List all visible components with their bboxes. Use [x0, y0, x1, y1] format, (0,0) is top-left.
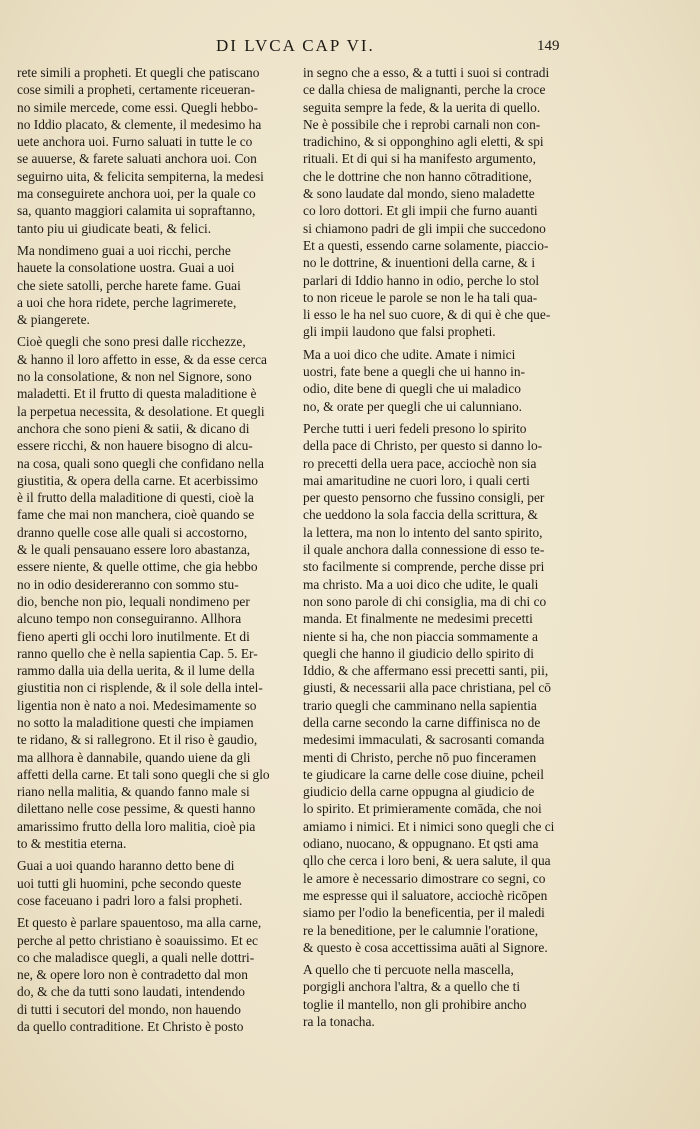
text-line: porgigli anchora l'altra, & a quello che ti: [303, 979, 521, 995]
text-line: per questo pensorno che fussino consigli, per: [303, 490, 545, 506]
text-line: sto facilmente si comprende, perche disse pri: [303, 559, 545, 575]
paragraph: [17, 857, 289, 909]
text-line: ra la tonacha.: [303, 1014, 375, 1030]
paragraph: [303, 961, 585, 1030]
text-line: no simile mercede, come essi. Quegli hebbo-: [17, 99, 258, 115]
text-line: della carne secondo la carne diffinisca no de: [303, 714, 541, 730]
text-line: li esso le ha nel suo cuore, & di qui è che que-: [303, 307, 551, 323]
text-line: amiamo i nimici. Et i nimici sono quegli che ci: [303, 818, 555, 834]
text-line: Et questo è parlare spauentoso, ma alla carne,: [17, 915, 262, 931]
text-line: giustitia, & opera della carne. Et acerbissimo: [17, 472, 258, 488]
text-line: Ma nondimeno guai a uoi ricchi, perche: [17, 242, 231, 258]
text-line: essere ricchi, & non hauere bisogno di alcu-: [17, 438, 253, 454]
text-line: uoi tutti gli huomini, pche secondo queste: [17, 875, 242, 891]
text-line: menti di Christo, perche nō puo finceramen: [303, 749, 537, 765]
running-title: DI LVCA CAP VI.: [216, 36, 375, 55]
text-line: trario quegli che camminano nella sapientia: [303, 697, 537, 713]
text-line: do, & che da tutti sono laudati, intendendo: [17, 984, 245, 1000]
text-line: ranno quello che è nella sapientia Cap. 5. Er-: [17, 645, 258, 661]
text-line: in segno che a esso, & a tutti i suoi si contradi: [303, 65, 550, 80]
text-line: tradichino, & si opponghino agli eletti, & spi: [303, 134, 544, 150]
text-line: toglie il mantello, non gli prohibire ancho: [303, 996, 527, 1012]
text-line: che siete satolli, perche harete fame. Guai: [17, 277, 241, 293]
text-line: tanto piu ui giudicate beati, & felici.: [17, 220, 212, 236]
text-line: no le dottrine, & inuentioni della carne, & i: [303, 255, 536, 271]
text-line: Guai a uoi quando haranno detto bene di: [17, 858, 235, 874]
text-line: giudicio della carne oppugna al giudicio de: [303, 784, 535, 800]
paragraph: [303, 64, 585, 341]
text-line: rammo dalla uia della uerita, & il lume della: [17, 663, 255, 679]
paragraph: [17, 914, 289, 1035]
text-line: perche al petto christiano è soauissimo. Et ec: [17, 932, 258, 948]
text-line: A quello che ti percuote nella mascella,: [303, 962, 514, 978]
text-line: della pace di Christo, per questo si danno lo-: [303, 438, 543, 454]
text-line: di tutti i secutori del mondo, non hauendo: [17, 1001, 241, 1017]
text-line: hauete la consolatione uostra. Guai a uoi: [17, 260, 235, 276]
text-line: odiano, nuocano, & oppugnano. Et qsti ama: [303, 836, 539, 852]
text-line: maladetti. Et il frutto di questa maladitione è: [17, 386, 257, 402]
text-line: manda. Et finalmente ne medesimi precetti: [303, 611, 533, 627]
text-line: ne, & opere loro non è contradetto dal mon: [17, 967, 248, 983]
text-line: odio, dite bene di quegli che ui maladico: [303, 381, 521, 397]
text-line: che ueddono la sola faccia della scrittura, &: [303, 507, 538, 523]
page-header: [0, 36, 700, 60]
text-line: affetti della carne. Et tali sono quegli che si glo: [17, 766, 270, 782]
text-line: re la beneditione, per le calumnie l'oratione,: [303, 922, 539, 938]
text-line: quegli che hanno il giudicio dello spirito di: [303, 645, 534, 661]
text-line: & questo è cosa accettissima auāti al Signore.: [303, 939, 548, 955]
text-line: dio, benche non pio, lequali nondimeno per: [17, 593, 250, 609]
text-line: no sotto la maladitione questi che impiamen: [17, 714, 254, 730]
text-line: na cosa, quali sono quegli che confidano nella: [17, 455, 264, 471]
text-line: uostri, fate bene a quegli che ui hanno in-: [303, 364, 525, 380]
text-line: essere niente, & quelle ottime, che gia hebbo: [17, 559, 258, 575]
text-line: medesimi immaculati, & sacrosanti comanda: [303, 732, 545, 748]
text-line: cose simili a propheti, certamente riceueran-: [17, 82, 255, 98]
text-line: se auuerse, & farete saluati anchora uoi. Con: [17, 151, 257, 167]
text-line: & hanno il loro affetto in esse, & da esse cerca: [17, 351, 267, 367]
text-line: & le quali pensauano essere loro abastanza,: [17, 542, 251, 558]
text-line: ligentia non è nato a noi. Medesimamente so: [17, 697, 257, 713]
text-line: siamo per l'odio la beneficentia, per il maledi: [303, 905, 545, 921]
text-line: anchora che sono pieni & satii, & dicano di: [17, 420, 250, 436]
text-line: Et a questi, essendo carne solamente, piaccio-: [303, 237, 549, 253]
text-line: no la consolatione, & non nel Signore, sono: [17, 369, 252, 385]
text-line: è il frutto della maladitione di questi, cioè la: [17, 490, 254, 506]
text-line: la perpetua necessita, & desolatione. Et quegli: [17, 403, 265, 419]
text-line: to non riceue le parole se non le ha tali qua-: [303, 289, 538, 305]
text-line: ma conseguirete anchora uoi, per la quale co: [17, 186, 256, 202]
text-line: la lettera, ma non lo intento del santo spirito,: [303, 524, 543, 540]
text-line: alcuno tempo non conseguiranno. Allhora: [17, 611, 242, 627]
text-line: gli impii laudono que falsi propheti.: [303, 324, 496, 340]
text-line: giustitia non ci risplende, & il sole della intel-: [17, 680, 263, 696]
text-line: te giudicare la carne delle cose diuine, pcheil: [303, 766, 544, 782]
page-number: 149: [537, 38, 560, 54]
text-line: riano nella malitia, & quando fanno male si: [17, 784, 250, 800]
text-line: parlari di Iddio hanno in odio, perche lo stol: [303, 272, 540, 288]
text-line: qllo che cerca i loro beni, & uera salute, il qua: [303, 853, 551, 869]
text-line: non sono parole di chi consiglia, ma di chi co: [303, 593, 547, 609]
text-line: Iddio, & che affermano essi precetti santi, pii,: [303, 663, 549, 679]
text-line: niente si ha, che non piaccia sommamente a: [303, 628, 538, 644]
text-line: da quello contraditione. Et Christo è posto: [17, 1019, 244, 1035]
paragraph: [303, 346, 585, 415]
text-line: che le dottrine che non hanno cōtraditione,: [303, 168, 532, 184]
text-line: Ma a uoi dico che udite. Amate i nimici: [303, 346, 516, 362]
text-line: seguita sempre la fede, & la uerita di quello.: [303, 99, 541, 115]
text-line: Ne è possibile che i reprobi carnali non con-: [303, 116, 541, 132]
text-line: fieno aperti gli occhi loro inutilmente. Et di: [17, 628, 250, 644]
text-line: co loro dottori. Et gli impii che furno auanti: [303, 203, 538, 219]
text-line: rituali. Et di qui si ha manifesto argumento,: [303, 151, 536, 167]
text-line: rete simili a propheti. Et quegli che patiscano: [17, 65, 260, 80]
text-line: a uoi che hora ridete, perche lagrimerete,: [17, 294, 237, 310]
text-line: amarissimo frutto della loro malitia, cioè pia: [17, 818, 256, 834]
text-line: to & mestitia eterna.: [17, 836, 127, 852]
paragraph: [17, 64, 289, 237]
text-line: dilettano nelle cose pessime, & questi hanno: [17, 801, 256, 817]
text-line: cose faceuano i padri loro a falsi propheti.: [17, 892, 243, 908]
right-text-column: [303, 64, 585, 1030]
text-line: Perche tutti i ueri fedeli presono lo spirito: [303, 420, 527, 436]
text-line: Cioè quegli che sono presi dalle ricchezze,: [17, 334, 246, 350]
text-line: il quale anchora dalla connessione di esso te-: [303, 542, 545, 558]
text-line: fame che mai non manchera, cioè quando se: [17, 507, 255, 523]
text-line: mai amaritudine ne cuori loro, i quali certi: [303, 472, 530, 488]
text-line: ro precetti della uera pace, acciochè non sia: [303, 455, 537, 471]
text-line: no Iddio placato, & clemente, il medesimo ha: [17, 116, 262, 132]
left-text-column: [17, 64, 289, 1035]
paragraph: [17, 333, 289, 852]
paragraph: [17, 242, 289, 328]
text-line: ce dalla chiesa de malignanti, perche la croce: [303, 82, 546, 98]
text-line: & piangerete.: [17, 312, 90, 328]
text-line: sa, quanto maggiori calamita ui sopraftanno,: [17, 203, 256, 219]
text-line: giusti, & necessarii alla pace christiana, pel cō: [303, 680, 552, 696]
paragraph: [303, 420, 585, 956]
text-line: te ridano, & si rallegrono. Et il riso è gaudio,: [17, 732, 258, 748]
text-line: co che maladisce quegli, a quali nelle dottri-: [17, 949, 255, 965]
text-line: & sono laudate dal mondo, sieno maladette: [303, 186, 535, 202]
text-line: si chiamono padri de gli impii che succedono: [303, 220, 546, 236]
text-line: ma allhora è dannabile, quando uiene da gli: [17, 749, 251, 765]
text-line: seguirno uita, & felicita sempiterna, la medesi: [17, 168, 264, 184]
text-line: no in odio desidereranno con sommo stu-: [17, 576, 239, 592]
text-line: no, & orate per quegli che ui calunniano.: [303, 398, 523, 414]
text-line: ma christo. Ma a uoi dico che udite, le quali: [303, 576, 539, 592]
text-line: uete anchora uoi. Furno saluati in tutte le co: [17, 134, 253, 150]
text-line: dranno quelle cose alle quali si accostorno,: [17, 524, 248, 540]
text-line: me espresse qui il saluatore, acciochè ricōpen: [303, 887, 548, 903]
text-line: le amore è necessario dimostrare co segni, co: [303, 870, 546, 886]
text-line: lo spirito. Et primieramente comāda, che noi: [303, 801, 542, 817]
